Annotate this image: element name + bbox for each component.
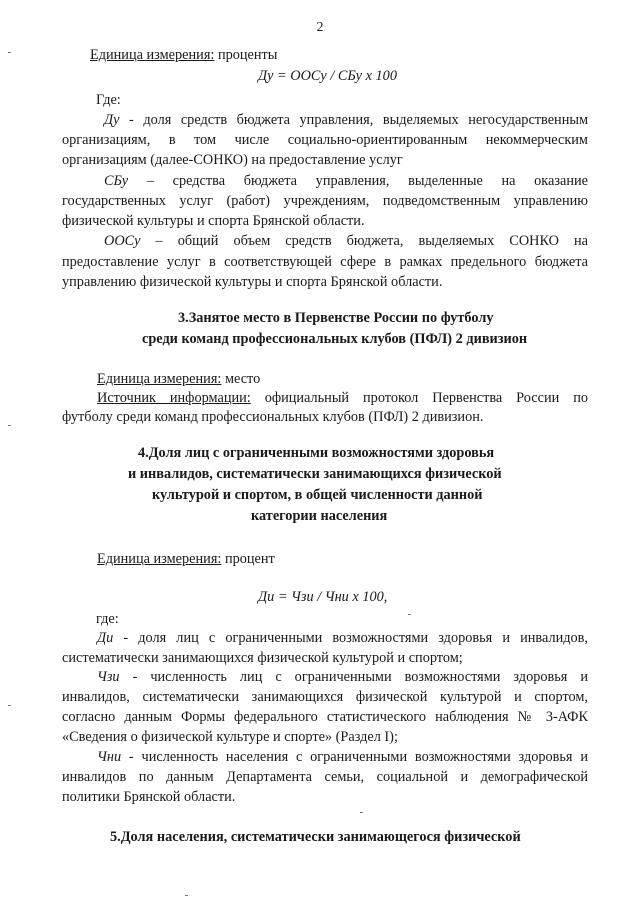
scan-speck xyxy=(8,52,11,53)
where-label: где: xyxy=(96,611,119,627)
definition-chzi-text: - численность лиц с ограниченными возможностями здоровья и xyxy=(132,669,588,685)
scan-speck xyxy=(8,425,11,426)
source-line xyxy=(97,389,588,407)
page-number: 2 xyxy=(316,20,324,35)
definition-chni-line xyxy=(97,748,588,766)
unit-value: место xyxy=(224,371,261,387)
section-3-title: 3.Занятое место в Первенстве России по футболу xyxy=(178,310,494,326)
scan-speck xyxy=(360,812,363,813)
definition-chzi-line: инвалидов, систематически занимающихся физической культурой и спортом, xyxy=(62,689,588,705)
definition-sbu-text: – средства бюджета управления, выделенные на оказание xyxy=(146,173,589,189)
symbol-du: Ду xyxy=(104,112,120,128)
unit-line xyxy=(97,550,595,568)
formula-du: Ду = ООСу / СБу х 100 xyxy=(258,68,397,84)
scan-speck xyxy=(185,895,188,896)
definition-di-text: - доля лиц с ограниченными возможностями здоровья и инвалидов, xyxy=(123,630,589,646)
unit-label: Единица измерения: xyxy=(97,371,222,387)
source-text: официальный протокол Первенства России по xyxy=(264,390,588,406)
where-label: Где: xyxy=(96,92,121,108)
scan-speck xyxy=(408,614,411,615)
section-4-title: категории населения xyxy=(251,508,388,524)
definition-di-line xyxy=(97,629,588,647)
section-5-title: 5.Доля населения, систематически занимающегося физической xyxy=(110,829,521,845)
definition-chzi-line: согласно данным Формы федерального статистического наблюдения № 3-АФК xyxy=(62,709,588,725)
definition-chni-line: политики Брянской области. xyxy=(62,789,236,805)
definition-du-line xyxy=(104,111,588,129)
source-line: футболу среди команд профессиональных клубов (ПФЛ) 2 дивизион. xyxy=(62,409,484,425)
definition-chzi-line xyxy=(97,668,588,686)
definition-du-text: - доля средств бюджета управления, выделяемых негосударственным xyxy=(129,112,588,128)
definition-di-line: систематически занимающихся физической культурой и спортом; xyxy=(62,650,463,666)
symbol-di: Ди xyxy=(97,630,114,646)
symbol-chni: Чни xyxy=(97,749,122,765)
section-4-title: и инвалидов, систематически занимающихся физической xyxy=(128,466,502,482)
definition-chni-text: - численность населения с ограниченными возможностями здоровья и xyxy=(128,749,588,765)
unit-label: Единица измерения: xyxy=(90,47,215,63)
definition-chzi-line: «Сведения о физической культуре и спорте» (Раздел I); xyxy=(62,729,398,745)
scan-speck xyxy=(8,705,11,706)
formula-di: Ди = Чзи / Чни х 100, xyxy=(258,589,388,605)
section-3-title: среди команд профессиональных клубов (ПФЛ) 2 дивизион xyxy=(142,331,528,347)
definition-oosu-line: предоставление услуг в соответствующей сфере в рамках предельного бюджета xyxy=(62,254,588,270)
unit-line xyxy=(90,46,588,64)
section-4-title: 4.Доля лиц с ограниченными возможностями здоровья xyxy=(138,445,495,461)
unit-label: Единица измерения: xyxy=(97,551,222,567)
definition-sbu-line: государственных услуг (работ) учреждениям, подведомственным управлению xyxy=(62,193,588,209)
definition-du-line: организациям, в том числе социально-ориентированным некоммерческим xyxy=(62,132,588,148)
unit-value: процент xyxy=(224,551,275,567)
definition-sbu-line: физической культуры и спорта Брянской области. xyxy=(62,213,365,229)
definition-du-line: организациям (далее-СОНКО) на предоставление услуг xyxy=(62,152,403,168)
symbol-sbu: СБу xyxy=(104,173,129,189)
definition-oosu-line xyxy=(104,232,588,250)
unit-value: проценты xyxy=(217,47,278,63)
section-4-title: культурой и спортом, в общей численности данной xyxy=(152,487,483,503)
definition-oosu-text: – общий объем средств бюджета, выделяемых СОНКО на xyxy=(155,233,588,249)
definition-sbu-line xyxy=(104,172,588,190)
source-label: Источник информации: xyxy=(97,390,251,406)
unit-line xyxy=(97,370,595,388)
symbol-oosu: ООСу xyxy=(104,233,141,249)
symbol-chzi: Чзи xyxy=(97,669,120,685)
definition-chni-line: инвалидов по данным Департамента семьи, социальной и демографической xyxy=(62,769,588,785)
definition-oosu-line: управлению физической культуры и спорта Брянской области. xyxy=(62,274,443,290)
